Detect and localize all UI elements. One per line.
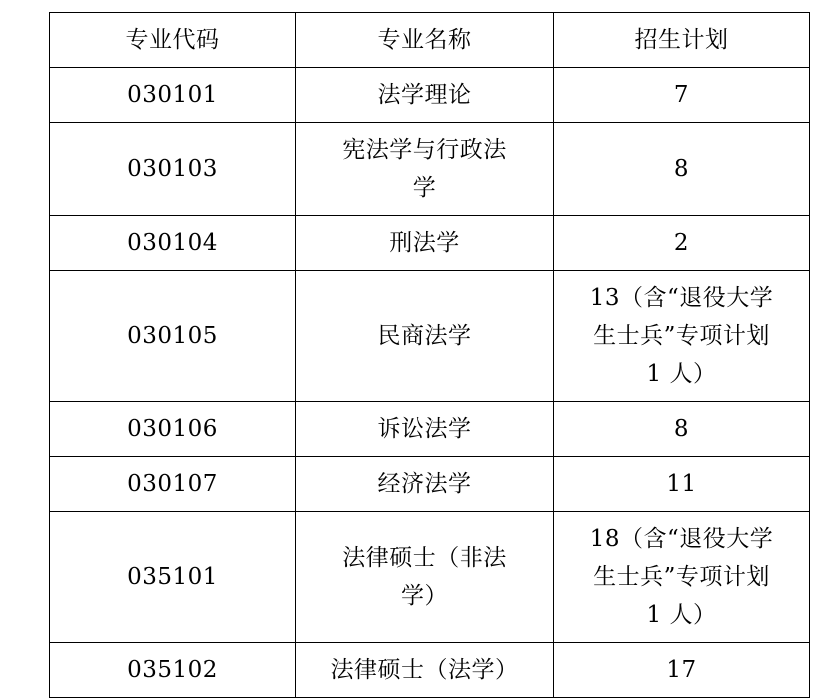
enrollment-plan-text: 11 [666, 471, 697, 497]
cell-major-code [50, 271, 296, 402]
enrollment-plan-text: 18（含“退役大学 生士兵”专项计划 1 人） [589, 526, 774, 628]
major-name-text: 法律硕士（法学） [330, 657, 519, 683]
column-header-major-name-label: 专业名称 [377, 27, 472, 53]
major-code-text: 030103 [127, 156, 218, 182]
cell-major-name [296, 216, 554, 271]
major-code-text: 030105 [127, 323, 218, 349]
table-row [50, 512, 810, 643]
cell-major-code [50, 216, 296, 271]
table-header [50, 13, 810, 68]
table-row [50, 457, 810, 512]
column-header-enrollment-plan-label: 招生计划 [634, 27, 729, 53]
cell-enrollment-plan [554, 123, 810, 216]
major-enrollment-plan-table [49, 12, 810, 698]
cell-major-code [50, 402, 296, 457]
table-body [50, 68, 810, 698]
table-row [50, 271, 810, 402]
major-name-text: 宪法学与行政法 学 [342, 137, 507, 201]
cell-major-code [50, 512, 296, 643]
major-name-text: 经济法学 [377, 471, 472, 497]
table-header-row [50, 13, 810, 68]
enrollment-plan-text: 2 [673, 230, 690, 256]
enrollment-plan-text: 13（含“退役大学 生士兵”专项计划 1 人） [589, 285, 774, 387]
major-name-text: 刑法学 [389, 230, 460, 256]
enrollment-plan-text: 17 [666, 657, 697, 683]
cell-major-name [296, 512, 554, 643]
column-header-enrollment-plan [554, 13, 810, 68]
cell-major-name [296, 643, 554, 698]
cell-major-code [50, 457, 296, 512]
major-name-text: 民商法学 [377, 323, 472, 349]
major-code-text: 030101 [127, 82, 218, 108]
column-header-major-name [296, 13, 554, 68]
cell-major-code [50, 123, 296, 216]
table-row [50, 643, 810, 698]
major-code-text: 030107 [127, 471, 218, 497]
column-header-major-code-label: 专业代码 [125, 27, 220, 53]
enrollment-plan-text: 7 [673, 82, 690, 108]
cell-major-name [296, 123, 554, 216]
cell-major-code [50, 68, 296, 123]
major-code-text: 035101 [127, 564, 218, 590]
column-header-major-code [50, 13, 296, 68]
enrollment-plan-text: 8 [673, 416, 690, 442]
cell-enrollment-plan [554, 512, 810, 643]
cell-enrollment-plan [554, 216, 810, 271]
major-name-text: 法律硕士（非法 学） [342, 545, 507, 609]
table-row [50, 68, 810, 123]
cell-enrollment-plan [554, 457, 810, 512]
enrollment-plan-text: 8 [673, 156, 690, 182]
table-row [50, 123, 810, 216]
cell-enrollment-plan [554, 402, 810, 457]
major-name-text: 法学理论 [377, 82, 472, 108]
cell-enrollment-plan [554, 68, 810, 123]
major-code-text: 030106 [127, 416, 218, 442]
major-code-text: 035102 [127, 657, 218, 683]
table-row [50, 402, 810, 457]
table-row [50, 216, 810, 271]
major-name-text: 诉讼法学 [377, 416, 472, 442]
cell-major-name [296, 68, 554, 123]
cell-major-name [296, 457, 554, 512]
cell-major-name [296, 402, 554, 457]
major-code-text: 030104 [127, 230, 218, 256]
cell-major-name [296, 271, 554, 402]
cell-enrollment-plan [554, 271, 810, 402]
cell-enrollment-plan [554, 643, 810, 698]
cell-major-code [50, 643, 296, 698]
